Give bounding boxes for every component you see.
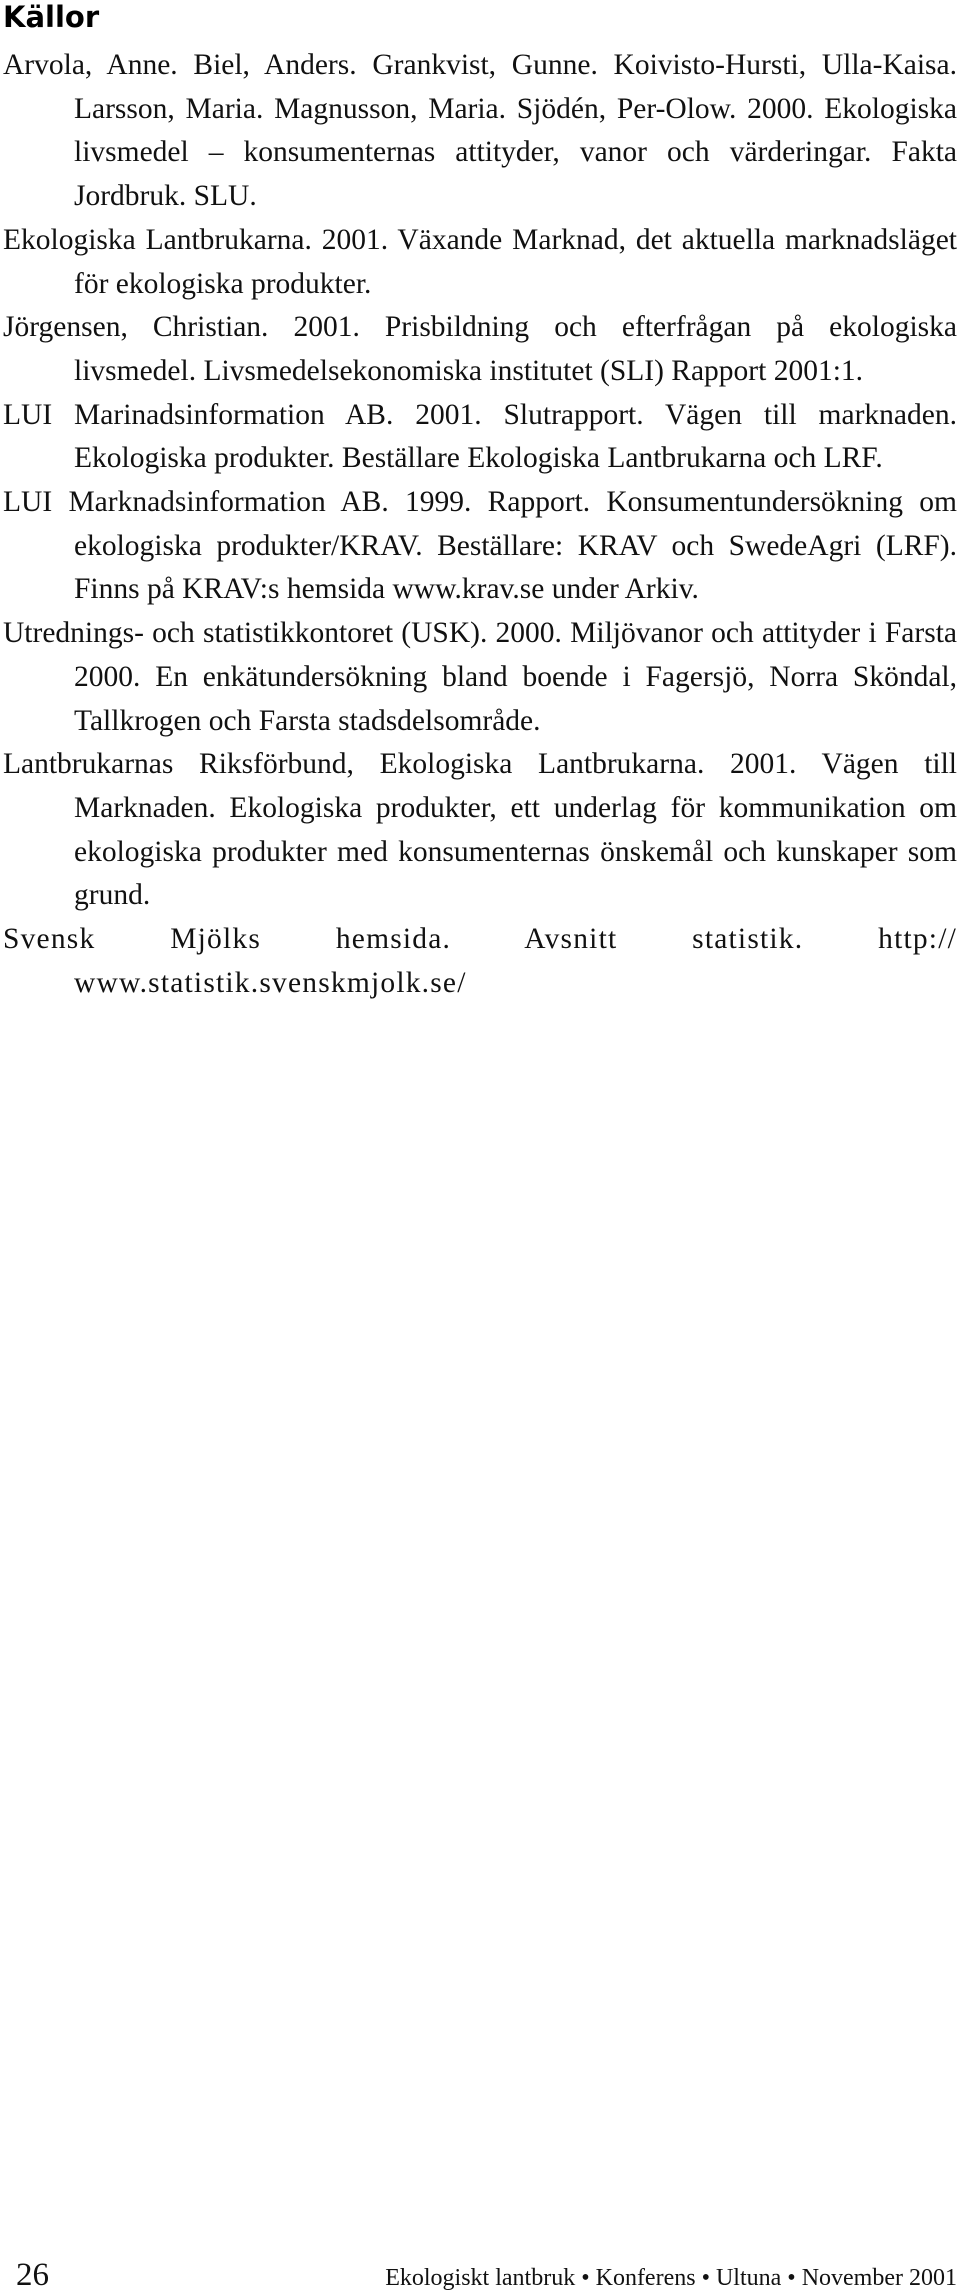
reference-list	[3, 44, 957, 1005]
reference-item-2: Ekologiska Lantbrukarna. 2001. Växande Marknad, det aktuella marknadsläget för ekologiska produkter.	[3, 223, 957, 300]
running-footer-title: Ekologiskt lantbruk • Konferens • Ultuna • November 2001	[385, 2265, 957, 2291]
reference-item-8: Svensk Mjölks hemsida. Avsnitt statistik. http:// www.statistik.svenskmjolk.se/	[3, 923, 957, 999]
page-footer	[3, 2258, 957, 2292]
page-number: 26	[16, 2257, 49, 2293]
section-heading: Källor	[3, 0, 100, 34]
reference-item-6: Utrednings- och statistikkontoret (USK). 2000. Miljövanor och attityder i Farsta 2000. En enkätundersökning bland boende i Fagersjö, Norra Sköndal, Tallkrogen och Farsta stadsdelsområde.	[3, 617, 957, 737]
reference-item-3: Jörgensen, Christian. 2001. Prisbildning och efterfrågan på ekologiska livsmedel. Livsmedelsekonomiska institutet (SLI) Rapport 2001:1.	[3, 311, 957, 387]
reference-item-1: Arvola, Anne. Biel, Anders. Grankvist, Gunne. Koivisto-Hursti, Ulla-Kaisa. Larsson, Maria. Magnusson, Maria. Sjödén, Per-Olow. 2000. Ekologiska livsmedel – konsumenternas attityder, vanor och värderingar. Fakta Jordbruk. SLU.	[3, 49, 957, 213]
reference-item-4: LUI Marinadsinformation AB. 2001. Slutrapport. Vägen till marknaden. Ekologiska produkter. Beställare Ekologiska Lantbrukarna och LRF.	[3, 398, 957, 475]
reference-item-7: Lantbrukarnas Riksförbund, Ekologiska Lantbrukarna. 2001. Vägen till Marknaden. Ekologiska produkter, ett underlag för kommunikation om ekologiska produkter med konsumenternas önskemål och kunskaper som grund.	[3, 748, 957, 912]
reference-item-5: LUI Marknadsinformation AB. 1999. Rapport. Konsumentundersökning om ekologiska produkter/KRAV. Beställare: KRAV och SwedeAgri (LRF). Finns på KRAV:s hemsida www.krav.se under Arkiv.	[3, 486, 957, 606]
